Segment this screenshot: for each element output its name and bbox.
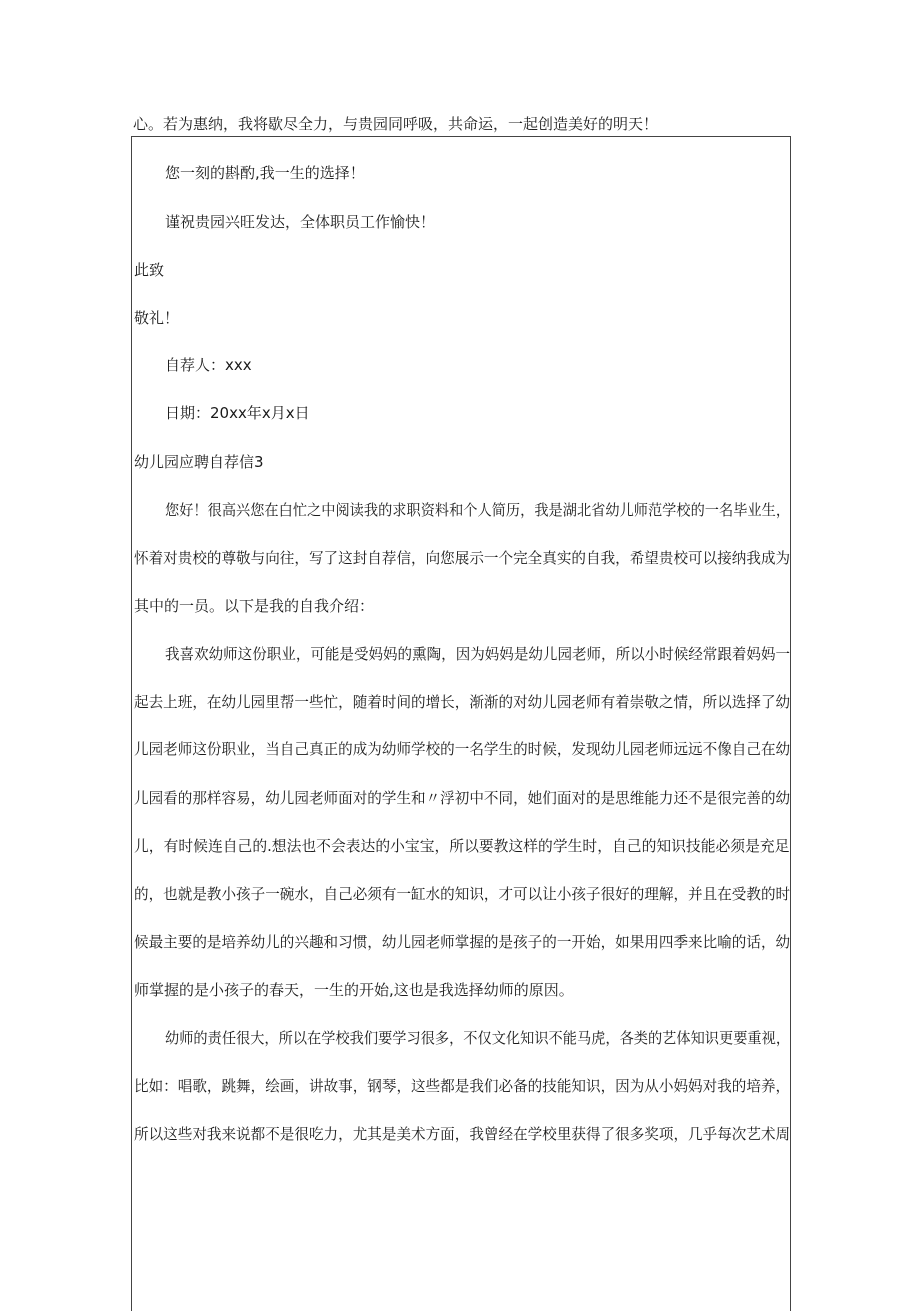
para2-line: 我喜欢幼师这份职业，可能是受妈妈的熏陶，因为妈妈是幼儿园老师，所以小时候经常跟着妈妈一 (165, 645, 791, 663)
para2-line: 儿园看的那样容易，幼儿园老师面对的学生和〃浮初中不同，她们面对的是思维能力还不是很完善的幼 (134, 789, 791, 807)
para1-line: 其中的一员。以下是我的自我介绍： (134, 597, 375, 615)
salutation-ci-zhi: 此致 (134, 261, 165, 279)
paragraph-wish: 谨祝贵园兴旺发达，全体职员工作愉快！ (165, 213, 436, 231)
para3-line: 比如：唱歌，跳舞，绘画，讲故事，钢琴，这些都是我们必备的技能知识，因为从小妈妈对我的培养， (134, 1077, 791, 1095)
para3-line: 所以这些对我来说都不是很吃力，尤其是美术方面，我曾经在学校里获得了很多奖项，几乎每次艺术周 (134, 1125, 791, 1143)
signer: 自荐人：xxx (165, 356, 252, 374)
date: 日期：20xx年x月x日 (165, 404, 310, 422)
salutation-jing-li: 敬礼！ (134, 309, 180, 327)
para2-line: 儿园老师这份职业，当自己真正的成为幼师学校的一名学生的时候，发现幼儿园老师远远不像自己在幼 (134, 740, 791, 758)
section-title: 幼儿园应聘自荐信3 (134, 453, 264, 471)
para2-line: 候最主要的是培养幼儿的兴趣和习惯，幼儿园老师掌握的是孩子的一开始，如果用四季来比喻的话，幼 (134, 933, 791, 951)
para2-line: 起去上班，在幼儿园里帮一些忙，随着时间的增长，渐渐的对幼儿园老师有着崇敬之情，所以选择了幼 (134, 693, 791, 711)
para2-line: 儿，有时候连自己的.想法也不会表达的小宝宝，所以要教这样的学生时，自己的知识技能必须是充足 (134, 837, 790, 855)
para2-line: 师掌握的是小孩子的春天，一生的开始,这也是我选择幼师的原因。 (134, 981, 574, 999)
para2-line: 的，也就是教小孩子一碗水，自己必须有一缸水的知识，才可以让小孩子很好的理解，并且在受教的时 (134, 885, 791, 903)
top-line: 心。若为惠纳，我将歇尽全力，与贵园同呼吸，共命运，一起创造美好的明天！ (133, 115, 659, 133)
para1-line: 您好！很高兴您在白忙之中阅读我的求职资料和个人简历，我是湖北省幼儿师范学校的一名毕业生， (165, 501, 791, 519)
para3-line: 幼师的责任很大，所以在学校我们要学习很多，不仅文化知识不能马虎，各类的艺体知识更要重视， (165, 1029, 791, 1047)
paragraph-thanks: 您一刻的斟酌,我一生的选择！ (165, 164, 365, 182)
para1-line: 怀着对贵校的尊敬与向往，写了这封自荐信，向您展示一个完全真实的自我，希望贵校可以接纳我成为 (134, 549, 791, 567)
